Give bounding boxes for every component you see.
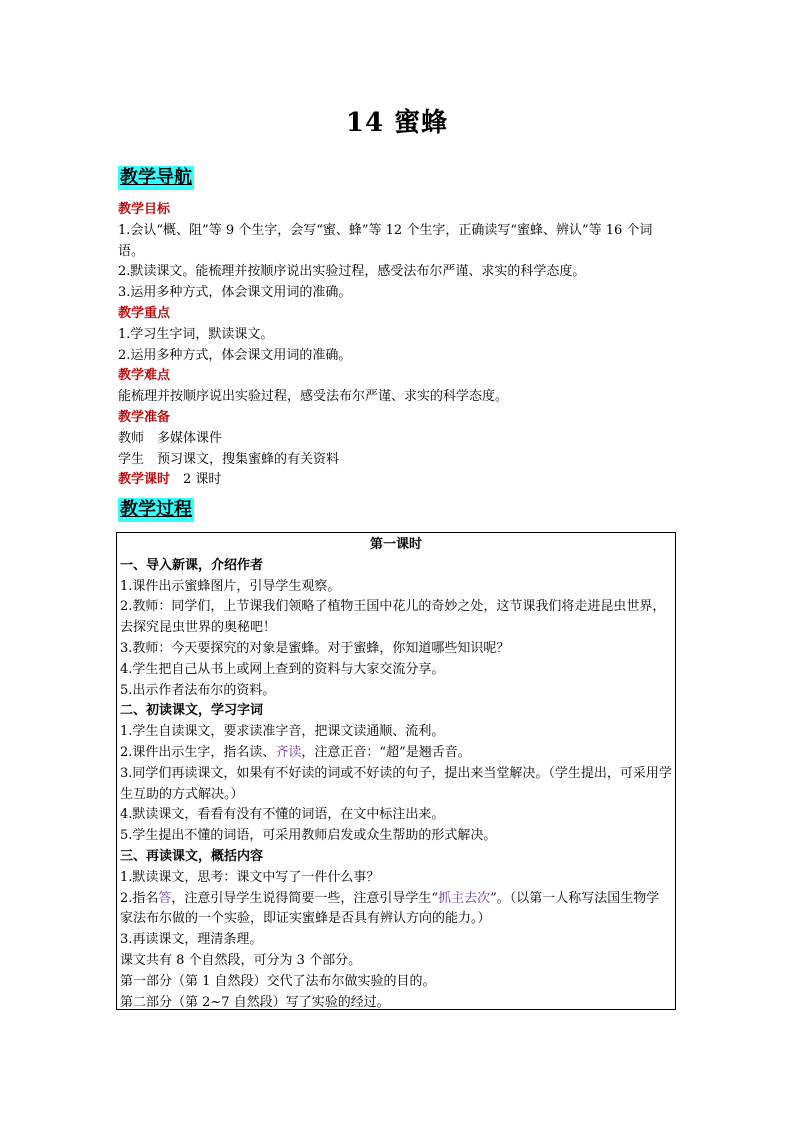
lesson-caption: 第一课时: [369, 537, 422, 552]
step-item: 第一部分（第 1 自然段）交代了法布尔做实验的目的。: [120, 973, 436, 989]
class-hours-row: [118, 470, 678, 491]
step-text: ，注意正音：“超”是翘舌音。: [301, 744, 471, 760]
step-item: 第二部分（第 2~7 自然段）写了实验的经过。: [120, 994, 390, 1010]
goal-heading: 教学目标: [118, 202, 171, 217]
key-point-item: 1.学习生字词，默读课文。: [118, 326, 274, 342]
goal-item: 1.会认“概、阻”等 9 个生字，会写“蜜、蜂”等 12 个生字，正确读写“蜜蜂、辨认”等 16 个词语。: [118, 222, 653, 259]
preparation-student: 学生 预习课文，搜集蜜蜂的有关资料: [118, 451, 340, 467]
step-text: 2.指名: [120, 890, 159, 906]
step-item: [120, 743, 672, 764]
highlighted-text: 答: [158, 890, 172, 906]
page-title: 14 蜜蜂: [345, 108, 449, 138]
lesson-table: [116, 532, 676, 1010]
step-item: 4.默读课文，看看有没有不懂的词语，在文中标注出来。: [120, 807, 445, 823]
section-heading-teaching-navigation: 教学导航: [120, 167, 192, 188]
section-heading-teaching-process: 教学过程: [120, 499, 192, 520]
difficulty-heading: 教学难点: [118, 368, 171, 384]
part-heading: 三、再读课文，概括内容: [120, 848, 264, 864]
step-item: 5.出示作者法布尔的资料。: [120, 682, 276, 698]
step-item: 1.课件出示蜜蜂图片，引导学生观察。: [120, 578, 341, 594]
step-item: 3.再读课文，理清条理。: [120, 932, 263, 948]
step-text: 2.课件出示生字，指名读、: [120, 744, 276, 760]
step-item: 1.默读课文，思考：课文中写了一件什么事？: [120, 869, 380, 885]
step-item: 1.学生自读课文，要求读准字音，把课文读通顺、流利。: [120, 724, 445, 740]
step-item: 5.学生提出不懂的词语，可采用教师启发或众生帮助的形式解决。: [120, 828, 497, 844]
part-heading: 二、初读课文，学习字词: [120, 703, 264, 719]
difficulty-text: 能梳理并按顺序说出实验过程，感受法布尔严谨、求实的科学态度。: [118, 389, 509, 405]
step-item: 4.学生把自己从书上或网上查到的资料与大家交流分享。: [120, 661, 445, 677]
highlighted-text: 抓主去次: [438, 890, 491, 906]
key-points-heading: 教学重点: [118, 305, 171, 321]
key-point-item: 2.运用多种方式，体会课文用词的准确。: [118, 347, 352, 363]
preparation-heading: 教学准备: [118, 409, 171, 425]
step-text: ，注意引导学生说得简要一些，注意引导学生“: [171, 890, 439, 906]
class-hours-value: 2 课时: [183, 472, 222, 488]
step-text: ”。（以第一人称写法国生物学家法布尔做的一个实验，即证实蜜蜂是否具有辨认方向的能力。）: [120, 890, 660, 927]
highlighted-text: 齐读: [275, 744, 302, 760]
class-hours-heading: 教学课时: [118, 472, 171, 488]
step-item: 2.教师：同学们，上节课我们领略了植物王国中花儿的奇妙之处，这节课我们将走进昆虫世界，去探究昆虫世界的奥秘吧！: [120, 599, 666, 636]
step-item: 3.同学们再读课文，如果有不好读的词或不好读的句子，提出来当堂解决。（学生提出，可采用学生互助的方式解决。）: [120, 765, 672, 802]
goal-item: 3.运用多种方式，体会课文用词的准确。: [118, 285, 352, 301]
teaching-navigation: [118, 200, 678, 491]
preparation-teacher: 教师 多媒体课件: [118, 430, 223, 446]
step-item: 课文共有 8 个自然段，可分为 3 个部分。: [120, 952, 362, 968]
step-item: [120, 889, 672, 931]
goal-item: 2.默读课文。能梳理并按顺序说出实验过程，感受法布尔严谨、求实的科学态度。: [118, 264, 586, 280]
part-heading: 一、导入新课，介绍作者: [120, 557, 264, 573]
step-item: 3.教师：今天要探究的对象是蜜蜂。对于蜜蜂，你知道哪些知识呢？: [120, 640, 510, 656]
